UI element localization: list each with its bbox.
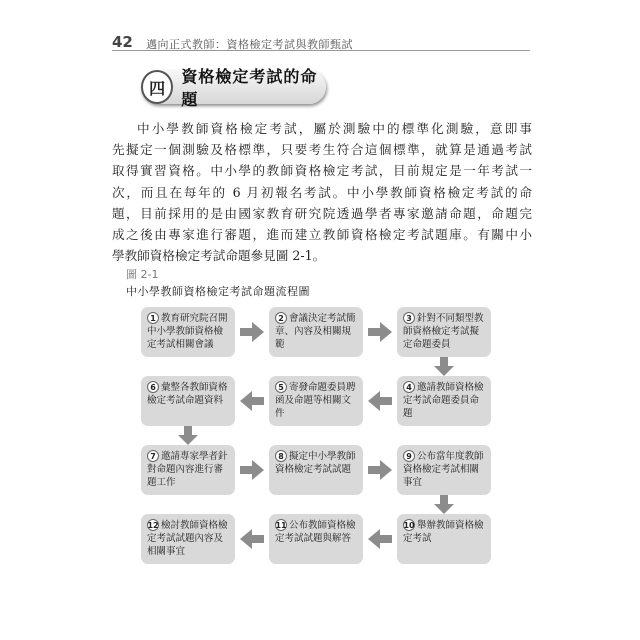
flow-step-6 [141, 376, 235, 426]
section-heading [141, 67, 326, 109]
body-line: 次，而且在每年的 6 月初報名考試。中小學教師資格檢定考試的命 [112, 184, 532, 200]
arrow-left-icon [368, 391, 392, 411]
step-text: 擬定中小學教師資格檢定考試試題 [275, 451, 356, 475]
step-text: 針對不同類型教師資格檢定考試擬定命題委員 [403, 313, 484, 350]
arrow-down-icon [178, 426, 198, 445]
section-number-badge: 四 [141, 70, 173, 104]
arrow-down-icon [434, 357, 454, 376]
flow-step-5 [269, 376, 363, 426]
flow-step-9 [397, 445, 491, 495]
section-title: 資格檢定考試的命題 [181, 67, 318, 109]
arrow-left-icon [240, 529, 264, 549]
step-number-badge: 5 [275, 381, 287, 393]
step-number-badge: 12 [147, 520, 159, 530]
body-line: 學教師資格檢定考試命題參見圖 2-1。 [112, 248, 326, 264]
arrow-right-icon [240, 322, 264, 342]
step-text: 邀請專家學者針對命題內容進行審題工作 [147, 451, 228, 488]
step-text: 會議決定考試簡章、內容及相關規範 [275, 313, 356, 350]
step-number-badge: 8 [275, 450, 287, 462]
running-head: 邁向正式教師：資格檢定考試與教師甄試 [146, 38, 353, 51]
step-text: 公布教師資格檢定考試試題與解答 [275, 520, 356, 544]
body-line: 成之後由專家進行審題，進而建立教師資格檢定考試題庫。有關中小 [112, 227, 532, 243]
body-line: 先擬定一個測驗及格標準，只要考生符合這個標準，就算是通過考試 [112, 142, 532, 158]
step-text: 彙整各教師資格檢定考試命題資料 [147, 382, 228, 406]
step-number-badge: 9 [403, 450, 415, 462]
body-line: 取得實習資格。中小學的教師資格檢定考試，目前規定是一年考試一 [112, 163, 532, 179]
flow-step-12 [141, 514, 235, 564]
flow-step-10 [397, 514, 491, 564]
flow-step-7 [141, 445, 235, 495]
step-text: 公布當年度教師資格檢定考試相關事宜 [403, 451, 484, 488]
flow-step-2 [269, 307, 363, 357]
step-number-badge: 10 [403, 520, 415, 530]
figure-label: 圖 2-1 [126, 268, 159, 281]
figure-caption: 中小學教師資格檢定考試命題流程圖 [126, 285, 310, 298]
flow-step-8 [269, 445, 363, 495]
step-text: 教育研究院召開中小學教師資格檢定考試相關會議 [147, 313, 228, 350]
step-text: 檢討教師資格檢定考試試題內容及相關事宜 [147, 520, 228, 557]
step-number-badge: 7 [147, 450, 159, 462]
flow-step-1 [141, 307, 235, 357]
body-line: 題，目前採用的是由國家教育研究院透過學者專家邀請命題，命題完 [112, 205, 532, 221]
step-text: 邀請教師資格檢定考試命題委員命題 [403, 382, 484, 419]
step-number-badge: 1 [147, 312, 159, 324]
arrow-down-icon [434, 495, 454, 514]
arrow-left-icon [240, 391, 264, 411]
step-text: 寄發命題委員聘函及命題等相關文件 [275, 382, 356, 419]
arrow-right-icon [240, 460, 264, 480]
step-number-badge: 4 [403, 381, 415, 393]
step-number-badge: 6 [147, 381, 159, 393]
step-number-badge: 3 [403, 312, 415, 324]
body-paragraph [112, 118, 532, 266]
body-line: 中小學教師資格檢定考試，屬於測驗中的標準化測驗，意即事 [137, 121, 532, 136]
flow-step-11 [269, 514, 363, 564]
flow-step-3 [397, 307, 491, 357]
step-number-badge: 2 [275, 312, 287, 324]
step-text: 舉辦教師資格檢定考試 [403, 520, 484, 544]
step-number-badge: 11 [275, 520, 287, 530]
arrow-left-icon [368, 529, 392, 549]
arrow-right-icon [368, 322, 392, 342]
arrow-right-icon [368, 460, 392, 480]
page-number: 42 [112, 33, 133, 51]
flow-step-4 [397, 376, 491, 426]
